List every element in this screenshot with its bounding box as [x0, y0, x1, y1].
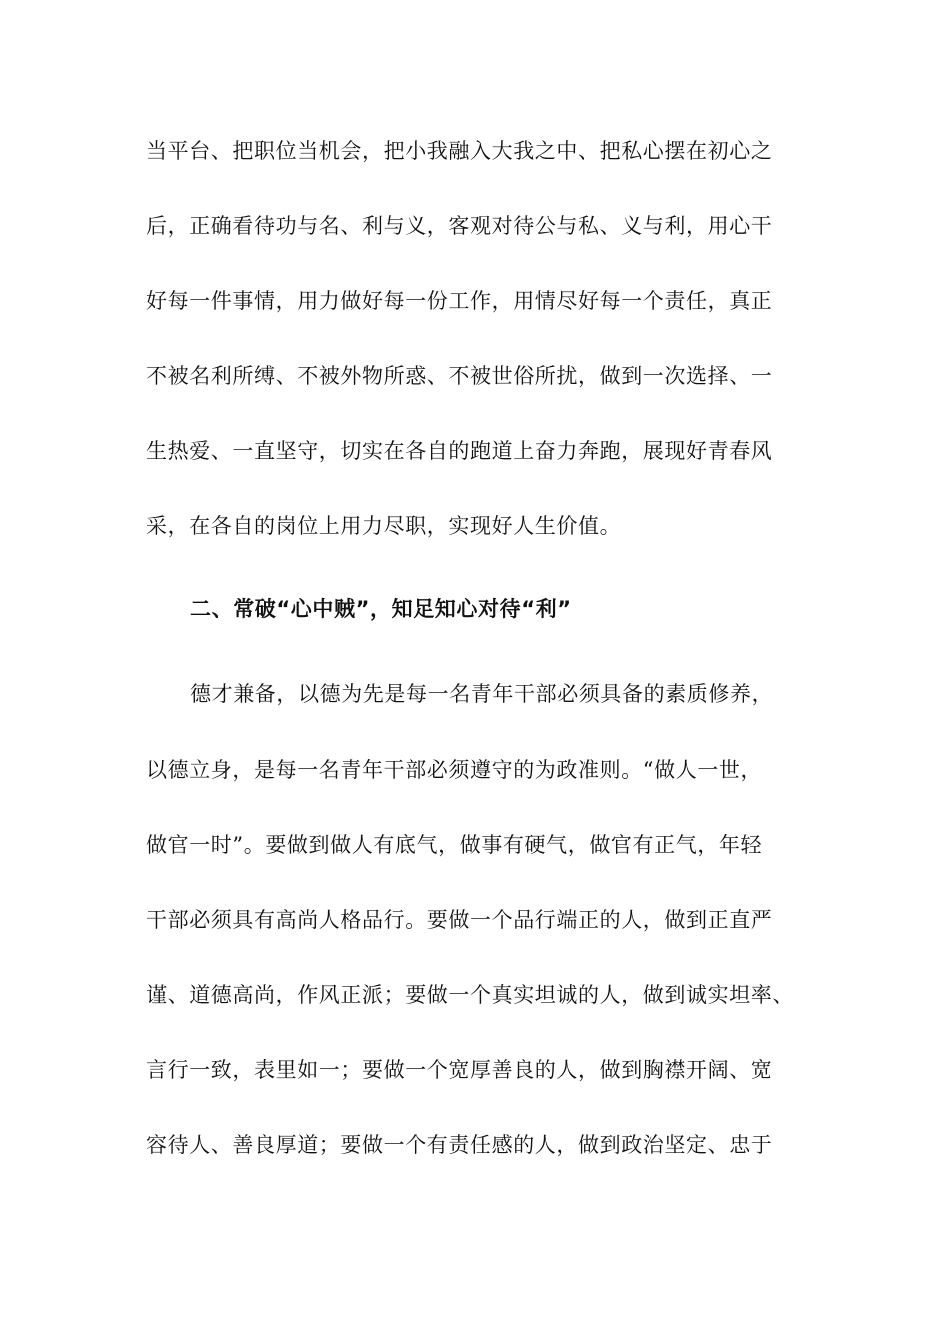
- paragraph-2-line-3: 做官一时”。要做到做人有底气，做事有硬气，做官有正气，年轻: [146, 833, 763, 857]
- paragraph-2-line-1: 德才兼备，以德为先是每一名青年干部必须具备的素质修养，: [190, 682, 774, 706]
- paragraph-2-line-7: 容待人、善良厚道；要做一个有责任感的人，做到政治坚定、忠于: [146, 1133, 773, 1157]
- section-heading: 二、常破“心中贼”，知足知心对待“利”: [190, 597, 572, 621]
- paragraph-1-line-5: 生热爱、一直坚守，切实在各自的跑道上奋力奔跑，展现好青春风: [146, 439, 773, 463]
- paragraph-1-line-1: 当平台、把职位当机会，把小我融入大我之中、把私心摆在初心之: [146, 139, 773, 163]
- paragraph-2-line-4: 干部必须具有高尚人格品行。要做一个品行端正的人，做到正直严: [146, 908, 773, 932]
- paragraph-2-line-5: 谨、道德高尚，作风正派；要做一个真实坦诚的人，做到诚实坦率、: [146, 983, 794, 1007]
- paragraph-2-line-2: 以德立身，是每一名青年干部必须遵守的为政准则。“做人一世，: [146, 758, 763, 782]
- paragraph-1-line-3: 好每一件事情，用力做好每一份工作，用情尽好每一个责任，真正: [146, 289, 773, 313]
- paragraph-1-line-4: 不被名利所缚、不被外物所惑、不被世俗所扰，做到一次选择、一: [146, 364, 773, 388]
- paragraph-1-line-2: 后，正确看待功与名、利与义，客观对待公与私、义与利，用心干: [146, 214, 773, 238]
- paragraph-2-line-6: 言行一致，表里如一；要做一个宽厚善良的人，做到胸襟开阔、宽: [146, 1058, 773, 1082]
- paragraph-1-line-6: 采，在各自的岗位上用力尽职，实现好人生价值。: [146, 514, 622, 538]
